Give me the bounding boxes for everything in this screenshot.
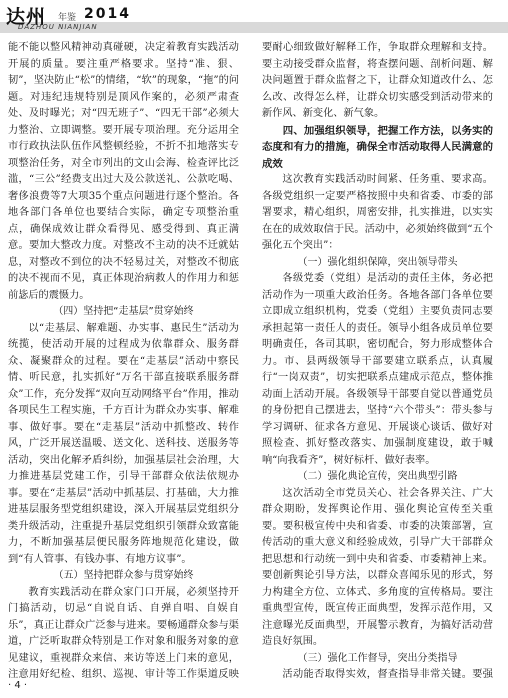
body-paragraph: 活动能否取得实效，督查指导非常关键。要强 (282, 669, 493, 680)
yearbook-title: 达州 (6, 6, 47, 28)
body-paragraph: 各级党委（党组）是活动的责任主体，务必把活动作为一项重大政治任务。各地各部门各单位要立即成立组织机构，党委（党组）主要负责同志要承担起第一责任人的责任。领导小组各成员单位要明确责任，各司其职，密切配合，努力形成整体合力。市、县两级领导干部要建立联系点，认真履行“一岗双责”，切实把联系点建成示范点，整体推动面上活动开展。各级领导干部要自觉以普通党员的身份把自己摆进去，坚持“六个带头”：带头参与学习调研、征求各方意见、开展谈心谈话、做好对照检查、抓好整改落实、加强制度建设，敢于喊响“向我看齐”，树好标杆、做好表率。 (262, 273, 493, 466)
section-heading: 四、加强组织领导，把握工作方法，以务实的态度和有力的措施，确保全市活动取得人民满意的成效 (262, 124, 493, 170)
body-paragraph: 教育实践活动在群众家门口开展，必须坚持开门搞活动，切忌“自说自话、自弹自唱、自娱自乐”，真正让群众广泛参与进来。要畅通群众参与渠道，广泛听取群众特别是工作对象和服务对象的意见建议，重视群众来信、来访等送上门来的意见，注意用好纪检、组织、巡视、审计等工作渠道反映 (8, 586, 239, 680)
section-subheading: （三）强化工作督导，突出分类指导 (297, 652, 458, 664)
body-paragraph: 这次教育实践活动时间紧、任务重、要求高。各级党组织一定要严格按照中央和省委、市委的部署要求，精心组织，周密安排，扎实推进，以实实在在的成效取信于民。活动中，必须始终做到“五个强化五个突出”： (262, 174, 493, 251)
right-column (262, 40, 493, 680)
body-paragraph: 以“走基层、解难题、办实事、惠民生”活动为统揽，使活动开展的过程成为依靠群众、服务群众、凝聚群众的过程。要在“走基层”活动中察民情、听民意，扎实抓好“万名干部直接联系服务群众”工作，充分发挥“双向互动网络平台”作用，推动各项民生工程实施，千方百计为群众办实事、解难事、做好事。要在“走基层”活动中抓整改、转作风，广泛开展送温暖、送文化、送科技、送服务等活动，突出化解矛盾纠纷，加强基层社会治理，大力推进基层党建工作，引导干部群众依法依规办事。要在“走基层”活动中抓基层、打基础，大力推进基层服务型党组织建设，深入开展基层党组织分类升级活动，注重提升基层党组织引领群众致富能力，不断加强基层便民服务阵地规范化建设，做到“有人管事、有钱办事、有地方议事”。 (8, 322, 239, 565)
yearbook-label: 年鉴 (58, 13, 77, 23)
left-column (8, 40, 239, 680)
body-paragraph: 能不能以整风精神动真碰硬，决定着教育实践活动开展的质量。要注重严格要求。坚持“准、狠、韧”，坚决防止“松”的情绪，“软”的现象，“拖”的问题。对违纪违规特别是顶风作案的，必须严肃查处、及时曝光；对“四无班子”、“四无干部”必须大力整治、立即调整。要开展专项治理。充分运用全市行政执法队伍作风整顿经验，不折不扣地落实专项整治任务，对全市列出的文山会海、检查评比泛滥，“三公”经费支出过大及公款送礼、公款吃喝、奢侈浪费等7大项35个重点问题进行逐个整治。各地各部门各单位也要结合实际，确定专项整治重点，确保成效让群众看得见、感受得到、真正满意。要加大整改力度。对整改不主动的决不迁就姑息，对整改不到位的决不轻易过关，对整改不彻底的决不视而不见，真正体现治病救人的作用力和惩前毖后的震慑力。 (8, 42, 239, 301)
section-subheading: （一）强化组织保障，突出领导带头 (297, 256, 458, 268)
body-paragraph: 要耐心细致做好解释工作，争取群众理解和支持。要主动接受群众监督，将查摆问题、剖析问题、解决问题置于群众监督之下，让群众知道改什么、怎么改、改得怎么样，让群众切实感受到活动带来的新作风、新变化、新气象。 (262, 42, 493, 119)
yearbook-pinyin: DAZHOU NIANJIAN (18, 23, 98, 31)
body-paragraph: 这次活动全市党员关心、社会各界关注、广大群众期盼，发挥舆论作用、强化舆论宣传至关重要。要积极宣传中央和省委、市委的决策部署，宣传活动的重大意义和经验成效，引导广大干部群众把思想和行动统一到中央和省委、市委精神上来。要创新舆论引导方法，以群众喜闻乐见的形式，努力构建全方位、立体式、多角度的宣传格局。要注重典型宣传，既宣传正面典型，发挥示范作用，又注意曝光反面典型，开展警示教育，为搞好活动营造良好氛围。 (262, 487, 493, 647)
page-header (0, 0, 508, 36)
section-subheading: （二）强化典论宣传，突出典型引路 (297, 471, 458, 482)
yearbook-year: 2014 (84, 6, 131, 22)
section-subheading: （四）坚持把“走基层”贯穿始终 (53, 306, 194, 317)
section-subheading: （五）坚持把群众参与贯穿始终 (53, 570, 194, 581)
page-number: · 4 · (8, 680, 28, 691)
